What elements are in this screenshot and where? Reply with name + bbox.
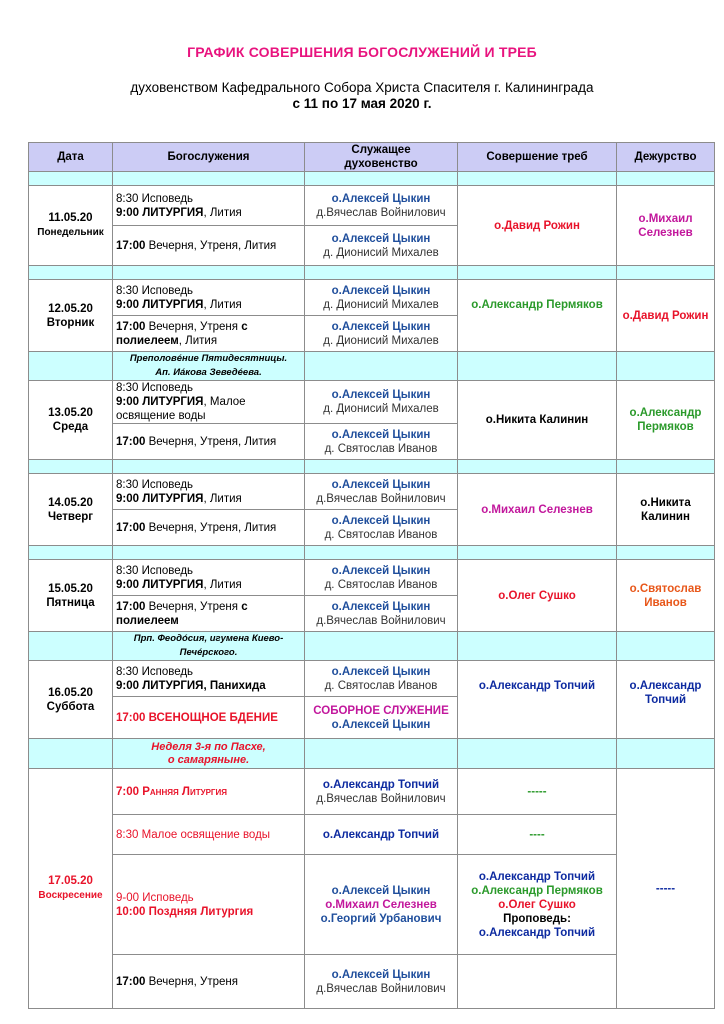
day-row (29, 815, 715, 855)
date-cell: 11.05.20 Понедельник (29, 186, 113, 266)
service-cell: 8:30 Исповедь 9:00 ЛИТУРГИЯ, Лития (113, 560, 305, 596)
rites-cell: о.Александр Пермяков (458, 280, 617, 352)
clergy-cell: о.Александр Топчий д.Вячеслав Войнилович (305, 769, 458, 815)
rites-cell (458, 955, 617, 1009)
clergy-cell: о.Алексей Цыкин д. Дионисий Михалев (305, 316, 458, 352)
clergy-cell: о.Алексей Цыкин д. Дионисий Михалев (305, 381, 458, 424)
rites-cell: о.Михаил Селезнев (458, 474, 617, 546)
duty-cell: о.Александр Топчий (617, 661, 715, 739)
rites-cell: о.Давид Рожин (458, 186, 617, 266)
day-row (29, 955, 715, 1009)
service-cell: 8:30 Исповедь 9:00 ЛИТУРГИЯ, Малое освящение воды (113, 381, 305, 424)
clergy-cell: о.Алексей Цыкин д.Вячеслав Войнилович (305, 596, 458, 632)
clergy-cell: о.Алексей Цыкин д.Вячеслав Войнилович (305, 474, 458, 510)
rites-cell: ---- (458, 815, 617, 855)
rites-cell: о.Никита Калинин (458, 381, 617, 460)
col-duty: Дежурство (617, 143, 715, 172)
clergy-cell: о.Алексей Цыкин д. Святослав Иванов (305, 424, 458, 460)
date-cell: 17.05.20 Воскресение (29, 769, 113, 1009)
day-row (29, 186, 715, 226)
separator-row (29, 266, 715, 280)
separator-row (29, 172, 715, 186)
rites-cell: ----- (458, 769, 617, 815)
duty-cell: ----- (617, 769, 715, 1009)
service-cell: 7:00 Ранняя Литургия (113, 769, 305, 815)
service-cell: 17:00 Вечерня, Утреня с полиелеем, Лития (113, 316, 305, 352)
clergy-cell: о.Алексей Цыкин д.Вячеслав Войнилович (305, 955, 458, 1009)
service-cell: 8:30 Исповедь 9:00 ЛИТУРГИЯ, Лития (113, 280, 305, 316)
service-cell: 17:00 Вечерня, Утреня, Лития (113, 226, 305, 266)
duty-cell: о.Святослав Иванов (617, 560, 715, 632)
date-cell: 16.05.20 Суббота (29, 661, 113, 739)
service-cell: 8:30 Исповедь 9:00 ЛИТУРГИЯ, Лития (113, 474, 305, 510)
col-clergy: Служащее духовенство (305, 143, 458, 172)
schedule-table (28, 142, 715, 1009)
rites-cell: о.Александр Топчий (458, 661, 617, 739)
rites-cell: о.Александр Топчий о.Александр Пермяков о.Олег Сушко Проповедь: о.Александр Топчий (458, 855, 617, 955)
service-cell: 9-00 Исповедь 10:00 Поздняя Литургия (113, 855, 305, 955)
clergy-cell: о.Алексей Цыкин о.Михаил Селезнев о.Георгий Урбанович (305, 855, 458, 955)
clergy-cell: о.Алексей Цыкин д. Святослав Иванов (305, 560, 458, 596)
day-row (29, 855, 715, 955)
feast-row (29, 739, 715, 769)
service-cell: 8:30 Исповедь 9:00 ЛИТУРГИЯ, Панихида (113, 661, 305, 697)
day-row (29, 474, 715, 510)
day-row (29, 769, 715, 815)
clergy-cell: о.Алексей Цыкин д.Вячеслав Войнилович (305, 186, 458, 226)
feast-label: Прп. Феодóсия, игумена Киево- Печéрского. (113, 632, 305, 661)
col-services: Богослужения (113, 143, 305, 172)
feast-row (29, 352, 715, 381)
col-rites: Совершение треб (458, 143, 617, 172)
clergy-cell: о.Алексей Цыкин д. Святослав Иванов (305, 510, 458, 546)
clergy-cell: о.Алексей Цыкин д. Святослав Иванов (305, 661, 458, 697)
date-cell: 13.05.20 Среда (29, 381, 113, 460)
day-row (29, 560, 715, 596)
day-row (29, 280, 715, 316)
duty-cell: о.Александр Пермяков (617, 381, 715, 460)
page-subtitle: духовенством Кафедрального Собора Христа Спасителя г. Калининграда (130, 80, 594, 95)
feast-row (29, 632, 715, 661)
feast-label: Преполовéние Пятидесятницы. Ап. Иáкова Зеведéева. (113, 352, 305, 381)
duty-cell: о.Никита Калинин (617, 474, 715, 546)
clergy-cell: о.Александр Топчий (305, 815, 458, 855)
service-cell: 17:00 ВСЕНОЩНОЕ БДЕНИЕ (113, 697, 305, 739)
page-title: ГРАФИК СОВЕРШЕНИЯ БОГОСЛУЖЕНИЙ И ТРЕБ (187, 44, 537, 60)
schedule-period: с 11 по 17 мая 2020 г. (292, 96, 432, 111)
separator-row (29, 460, 715, 474)
service-cell: 17:00 Вечерня, Утреня с полиелеем (113, 596, 305, 632)
duty-cell: о.Михаил Селезнев (617, 186, 715, 266)
feast-label: Неделя 3-я по Пасхе, о самаряныне. (113, 739, 305, 769)
service-cell: 17:00 Вечерня, Утреня, Лития (113, 510, 305, 546)
date-cell: 15.05.20 Пятница (29, 560, 113, 632)
clergy-cell: о.Алексей Цыкин д. Дионисий Михалев (305, 226, 458, 266)
header-row (29, 143, 715, 172)
rites-cell: о.Олег Сушко (458, 560, 617, 632)
clergy-cell: СОБОРНОЕ СЛУЖЕНИЕ о.Алексей Цыкин (305, 697, 458, 739)
clergy-cell: о.Алексей Цыкин д. Дионисий Михалев (305, 280, 458, 316)
date-cell: 14.05.20 Четверг (29, 474, 113, 546)
service-cell: 8:30 Малое освящение воды (113, 815, 305, 855)
separator-row (29, 546, 715, 560)
col-date: Дата (29, 143, 113, 172)
day-row (29, 381, 715, 424)
service-cell: 17:00 Вечерня, Утреня (113, 955, 305, 1009)
date-cell: 12.05.20 Вторник (29, 280, 113, 352)
duty-cell: о.Давид Рожин (617, 280, 715, 352)
service-cell: 8:30 Исповедь 9:00 ЛИТУРГИЯ, Лития (113, 186, 305, 226)
day-row (29, 661, 715, 697)
service-cell: 17:00 Вечерня, Утреня, Лития (113, 424, 305, 460)
